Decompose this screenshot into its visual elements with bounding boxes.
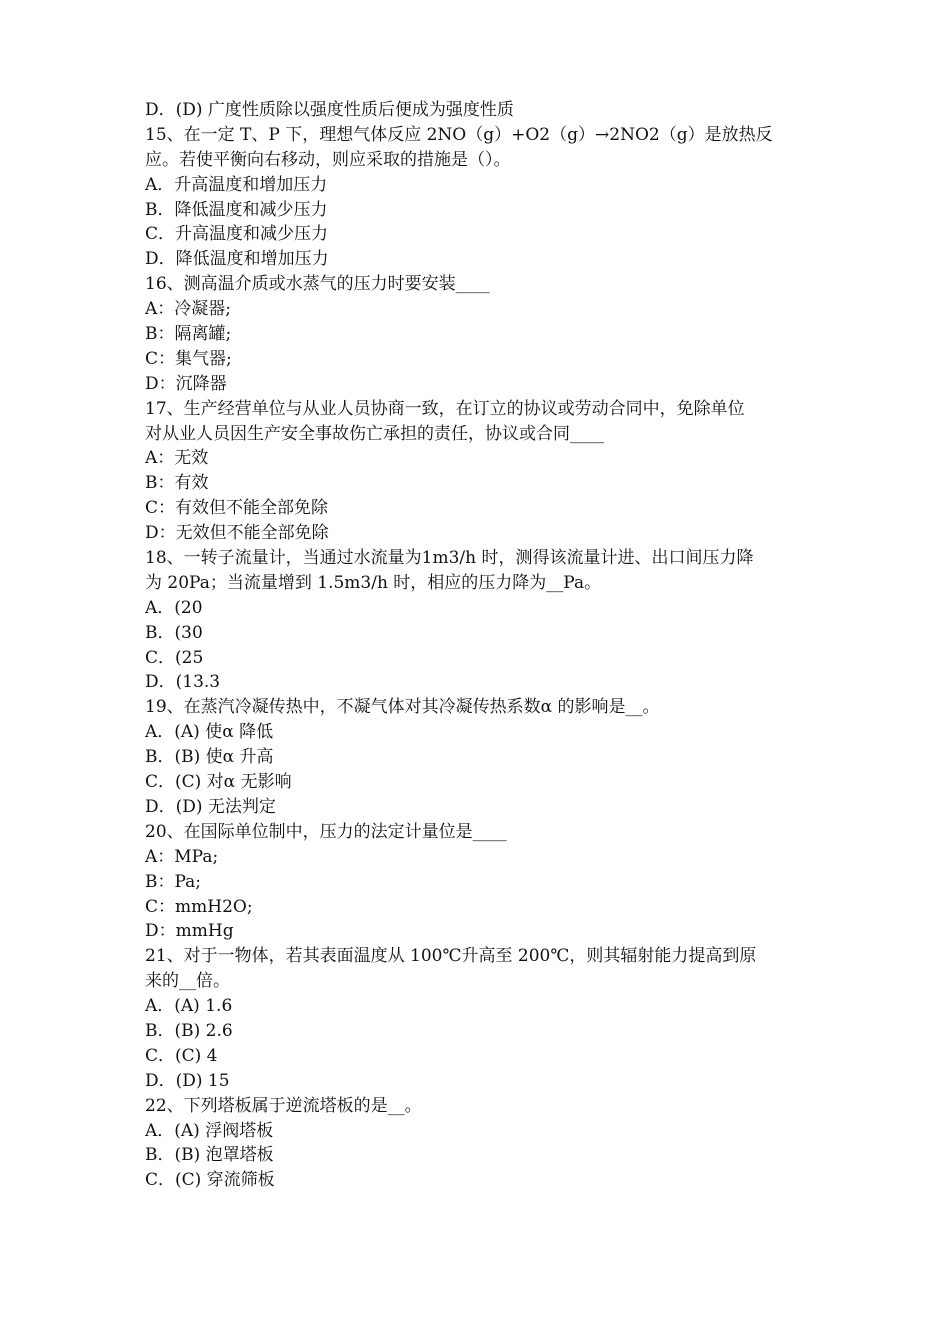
question-18-line-1: 18、一转子流量计，当通过水流量为1m3/h 时，测得该流量计进、出口间压力降	[145, 548, 754, 569]
option-line: D．降低温度和增加压力	[145, 249, 329, 270]
question-21-line-2: 来的__倍。	[145, 971, 230, 992]
option-line: C．升高温度和减少压力	[145, 224, 329, 245]
option-line: A．升高温度和增加压力	[145, 174, 328, 195]
option-line: A．(20	[145, 597, 203, 618]
question-16: 16、测高温介质或水蒸气的压力时要安装____	[145, 274, 490, 295]
option-line: A．(A) 浮阀塔板	[145, 1120, 274, 1141]
question-17-line-1: 17、生产经营单位与从业人员协商一致，在订立的协议或劳动合同中，免除单位	[145, 398, 745, 419]
question-15-line-2: 应。若使平衡向右移动，则应采取的措施是（）。	[145, 149, 511, 170]
question-17-line-2: 对从业人员因生产安全事故伤亡承担的责任，协议或合同____	[145, 423, 604, 444]
option-line: D：无效但不能全部免除	[145, 523, 329, 544]
option-line: D．(D) 无法判定	[145, 796, 276, 817]
question-22: 22、下列塔板属于逆流塔板的是__。	[145, 1095, 422, 1116]
option-line: A：无效	[145, 448, 209, 469]
option-line: B．(B) 泡罩塔板	[145, 1145, 274, 1166]
option-line: A．(A) 1.6	[145, 996, 233, 1017]
option-line: C：mmH2O;	[145, 896, 253, 917]
option-line: C：集气器;	[145, 348, 232, 369]
option-line: D．(13.3	[145, 672, 221, 693]
option-line: B．(B) 2.6	[145, 1020, 233, 1041]
option-line: C．(C) 4	[145, 1045, 218, 1066]
option-line: D：沉降器	[145, 373, 227, 394]
option-line: A．(A) 使α 降低	[145, 722, 274, 743]
option-line: A：冷凝器;	[145, 299, 232, 320]
option-line: B：隔离罐;	[145, 324, 232, 345]
text-line: D．(D) 广度性质除以强度性质后便成为强度性质	[145, 100, 514, 120]
document-page	[145, 98, 815, 1193]
option-line: D：mmHg	[145, 921, 234, 942]
option-line: C．(25	[145, 647, 204, 668]
question-18-line-2: 为 20Pa；当流量增到 1.5m3/h 时，相应的压力降为__Pa。	[145, 572, 602, 593]
option-line: B．(B) 使α 升高	[145, 747, 274, 768]
question-20: 20、在国际单位制中，压力的法定计量位是____	[145, 821, 507, 842]
question-15-line-1: 15、在一定 T、P 下，理想气体反应 2NO（g）+O2（g）→2NO2（g）是放热反	[145, 124, 773, 145]
question-21-line-1: 21、对于一物体，若其表面温度从 100℃升高至 200℃，则其辐射能力提高到原	[145, 946, 757, 967]
option-line: C．(C) 穿流筛板	[145, 1170, 275, 1191]
option-line: C．(C) 对α 无影响	[145, 772, 292, 793]
option-line: C：有效但不能全部免除	[145, 498, 329, 519]
option-line: A：MPa;	[145, 846, 219, 867]
question-19: 19、在蒸汽冷凝传热中，不凝气体对其冷凝传热系数α 的影响是__。	[145, 697, 660, 718]
option-line: D．(D) 15	[145, 1070, 230, 1091]
option-line: B．降低温度和减少压力	[145, 199, 328, 220]
option-line: B．(30	[145, 622, 203, 643]
option-line: B：有效	[145, 473, 209, 494]
option-line: B：Pa;	[145, 871, 202, 892]
